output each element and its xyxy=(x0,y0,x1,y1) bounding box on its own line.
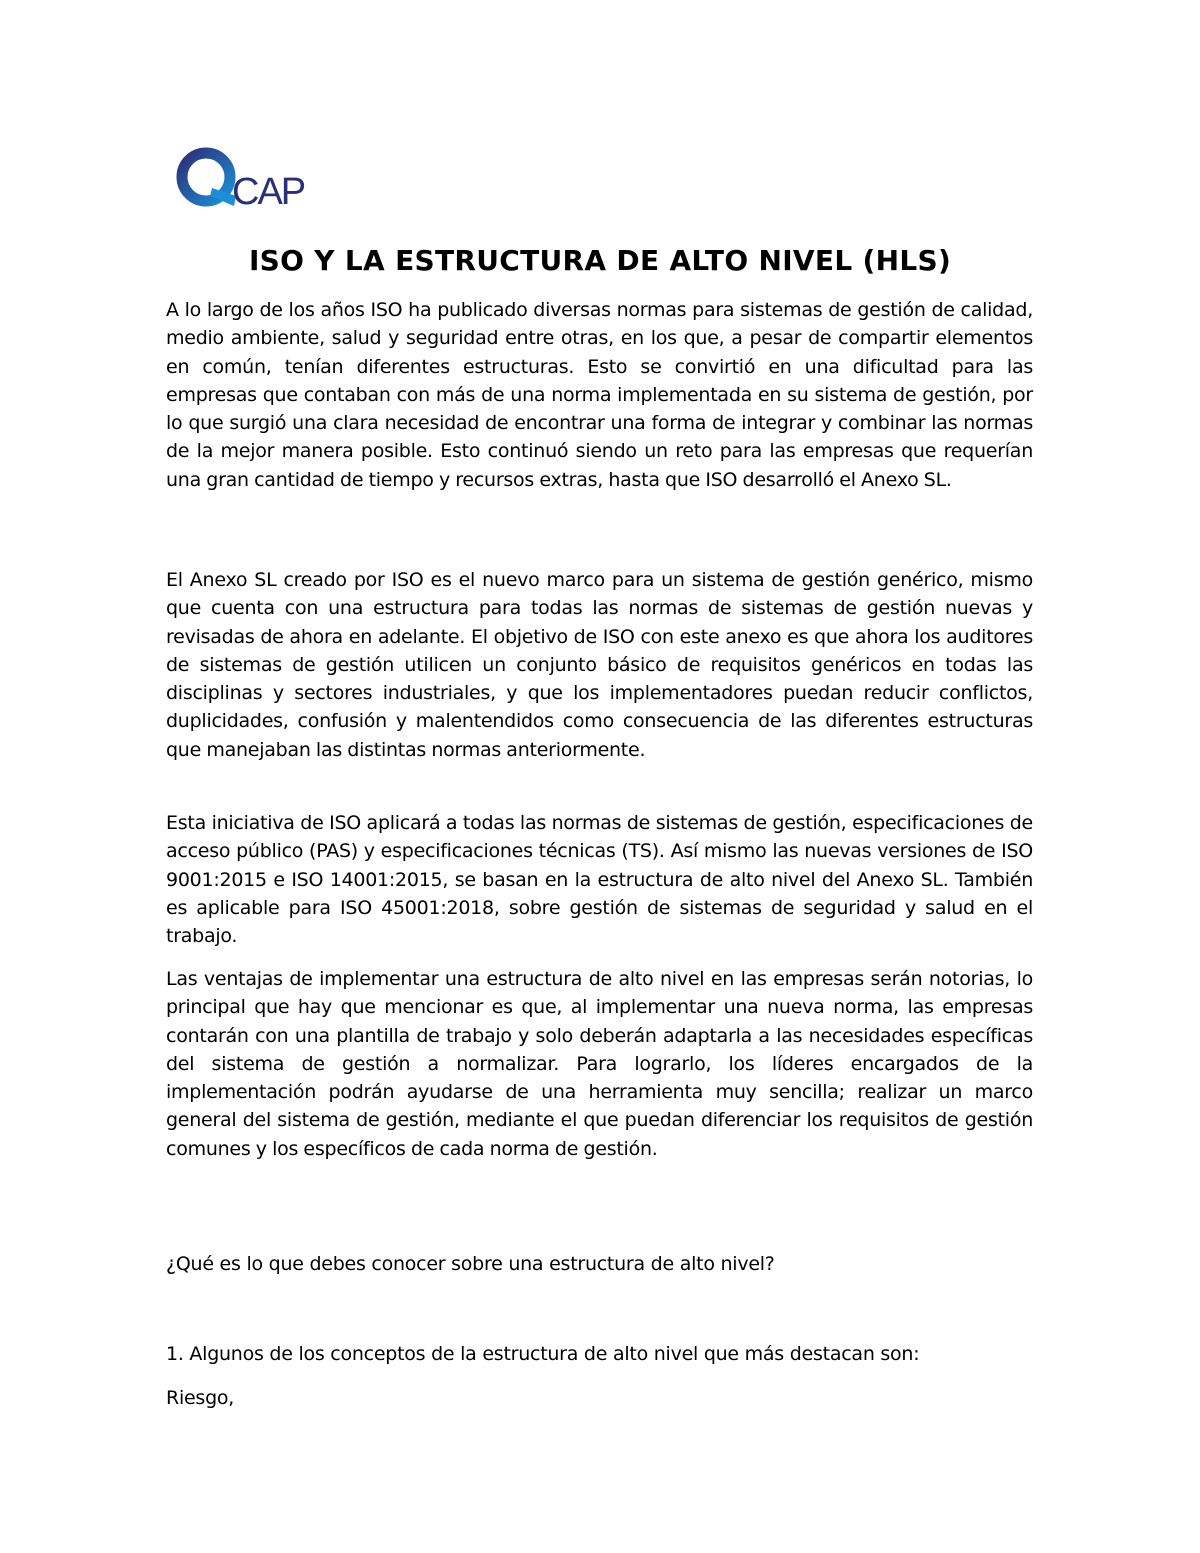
list-intro: 1. Algunos de los conceptos de la estructura de alto nivel que más destacan son: xyxy=(166,1343,920,1365)
qcap-logo xyxy=(176,144,326,210)
qcap-logo-graphic xyxy=(176,144,326,210)
paragraph-1: A lo largo de los años ISO ha publicado diversas normas para sistemas de gestión de calidad, medio ambiente, salud y seguridad entre otras, en los que, a pesar de compartir elementos en común, tenían diferentes estructuras. Esto se convirtió en una dificultad para las empresas que contaban con más de una norma implementada en su sistema de gestión, por lo que surgió una clara necesidad de encontrar una forma de integrar y combinar las normas de la mejor manera posible. Esto continuó siendo un reto para las empresas que requerían una gran cantidad de tiempo y recursos extras, hasta que ISO desarrolló el Anexo SL. xyxy=(166,299,1033,491)
paragraph-2: El Anexo SL creado por ISO es el nuevo marco para un sistema de gestión genérico, mismo que cuenta con una estructura para todas las normas de sistemas de gestión nuevas y revisadas de ahora en adelante. El objetivo de ISO con este anexo es que ahora los auditores de sistemas de gestión utilicen un conjunto básico de requisitos genéricos en todas las disciplinas y sectores industriales, y que los implementadores puedan reducir conflictos, duplicidades, confusión y malentendidos como consecuencia de las diferentes estructuras que manejaban las distintas normas anteriormente. xyxy=(166,569,1033,761)
paragraph-4: Las ventajas de implementar una estructura de alto nivel en las empresas serán notorias, lo principal que hay que mencionar es que, al implementar una nueva norma, las empresas contarán con una plantilla de trabajo y solo deberán adaptarla a las necesidades específicas del sistema de gestión a normalizar. Para lograrlo, los líderes encargados de la implementación podrán ayudarse de una herramienta muy sencilla; realizar un marco general del sistema de gestión, mediante el que puedan diferenciar los requisitos de gestión comunes y los específicos de cada norma de gestión. xyxy=(166,968,1033,1160)
paragraph-3: Esta iniciativa de ISO aplicará a todas las normas de sistemas de gestión, especificaciones de acceso público (PAS) y especificaciones técnicas (TS). Así mismo las nuevas versiones de ISO 9001:2015 e ISO 14001:2015, se basan en la estructura de alto nivel del Anexo SL. También es aplicable para ISO 45001:2018, sobre gestión de sistemas de seguridad y salud en el trabajo. xyxy=(166,812,1033,948)
section-question: ¿Qué es lo que debes conocer sobre una estructura de alto nivel? xyxy=(166,1253,775,1275)
list-item-riesgo: Riesgo, xyxy=(166,1387,235,1409)
document-title: ISO Y LA ESTRUCTURA DE ALTO NIVEL (HLS) xyxy=(248,244,952,277)
logo-text: CAP xyxy=(232,171,305,210)
